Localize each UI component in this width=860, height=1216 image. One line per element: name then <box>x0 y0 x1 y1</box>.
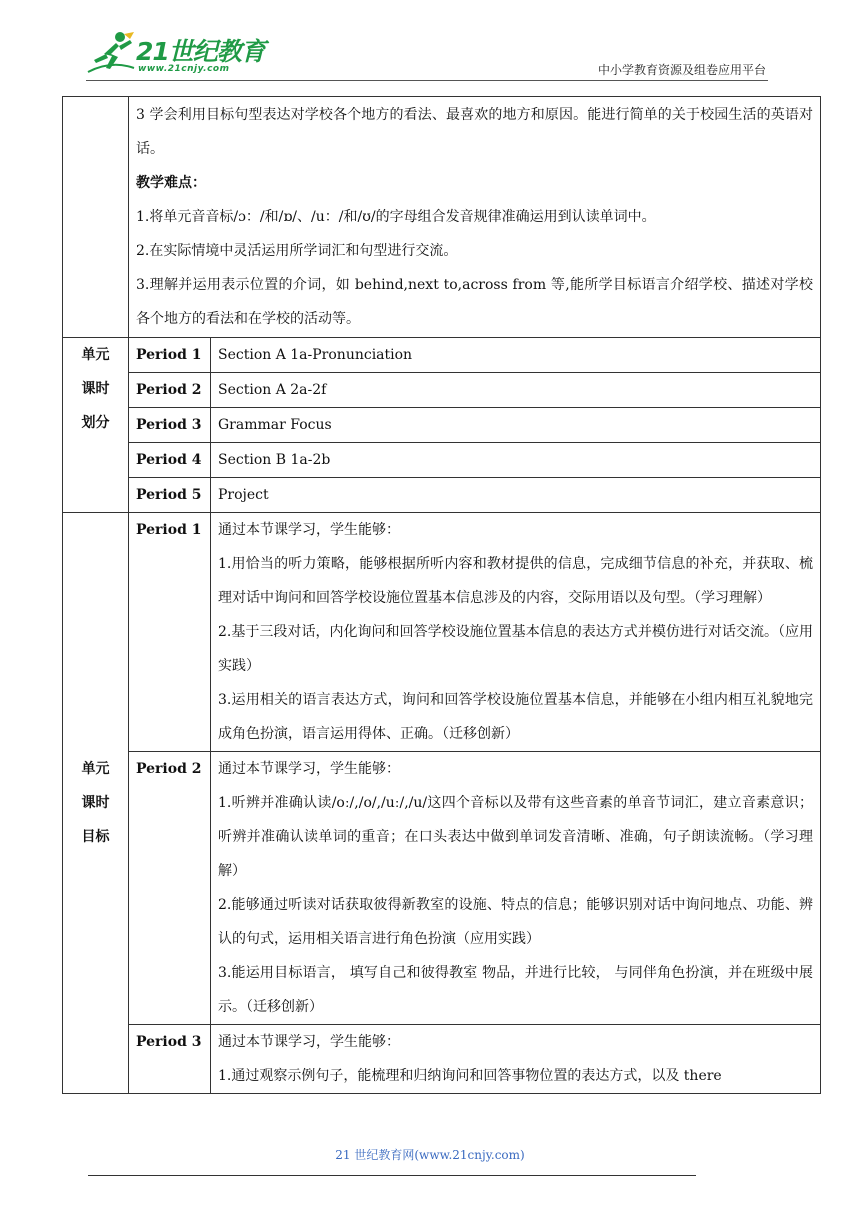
goal-line: 通过本节课学习，学生能够： <box>218 761 400 777</box>
goals-label: 单元 课时 目标 <box>63 513 129 1094</box>
footer-divider <box>88 1175 696 1176</box>
period-label: Period 4 <box>129 443 211 478</box>
period-content: Section B 1a-2b <box>211 443 821 478</box>
runner-logo-icon <box>86 30 136 76</box>
goal-line: 1.用恰当的听力策略，能够根据所听内容和教材提供的信息，完成细节信息的补充，并获取、梳理对话中询问和回答学校设施位置基本信息涉及的内容，交际用语以及句型。（学习理解） <box>218 556 814 606</box>
logo-wordmark: 21世纪教育 <box>136 37 265 66</box>
period-goals <box>211 752 821 1025</box>
period-content: Section A 1a-Pronunciation <box>211 338 821 373</box>
period-label: Period 3 <box>129 408 211 443</box>
period-label: Period 1 <box>129 513 211 752</box>
difficulty-item-3: 3.理解并运用表示位置的介词，如 behind,next to,across from 等,能所学目标语言介绍学校、描述对学校各个地方的看法和在学校的活动等。 <box>136 277 814 327</box>
goals-row <box>63 752 821 1025</box>
platform-name: 中小学教育资源及组卷应用平台 <box>597 63 766 77</box>
logo <box>86 30 266 80</box>
goal-line: 通过本节课学习，学生能够： <box>218 1034 400 1050</box>
goal-line: 2.基于三段对话，内化询问和回答学校设施位置基本信息的表达方式并模仿进行对话交流。（应用实践） <box>218 624 814 674</box>
goals-row <box>63 1025 821 1094</box>
period-goals <box>211 513 821 752</box>
division-row <box>63 338 821 373</box>
objective-item-3: 3 学会利用目标句型表达对学校各个地方的看法、最喜欢的地方和原因。能进行简单的关于校园生活的英语对话。 <box>136 107 814 157</box>
empty-label-cell <box>63 97 129 338</box>
goal-line: 1.通过观察示例句子，能梳理和归纳询问和回答事物位置的表达方式，以及 there <box>218 1068 722 1084</box>
goal-line: 1.听辨并准确认读/oː/,/o/,/uː/,/u/这四个音标以及带有这些音素的单音节词汇，建立音素意识；听辨并准确认读单词的重音；在口头表达中做到单词发音清晰、准确，句子朗读流畅。（学习理解） <box>218 795 814 879</box>
goals-row <box>63 513 821 752</box>
period-content: Grammar Focus <box>211 408 821 443</box>
difficulty-title: 教学难点： <box>136 175 206 191</box>
footer-text: 21 世纪教育网(www.21cnjy.com) <box>335 1148 525 1162</box>
objectives-continued-cell <box>129 97 821 338</box>
objectives-continued-row <box>63 97 821 338</box>
teaching-plan-table <box>62 96 821 1094</box>
period-label: Period 2 <box>129 752 211 1025</box>
page-header <box>0 0 860 90</box>
division-row <box>63 373 821 408</box>
period-goals <box>211 1025 821 1094</box>
period-label: Period 2 <box>129 373 211 408</box>
period-content: Section A 2a-2f <box>211 373 821 408</box>
division-row <box>63 478 821 513</box>
goal-line: 通过本节课学习，学生能够： <box>218 522 400 538</box>
period-content: Project <box>211 478 821 513</box>
period-label: Period 3 <box>129 1025 211 1094</box>
difficulty-item-2: 2.在实际情境中灵活运用所学词汇和句型进行交流。 <box>136 243 458 259</box>
logo-url: www.21cnjy.com <box>138 64 230 74</box>
difficulty-item-1: 1.将单元音音标/ɔ：/和/ɒ/、/u：/和/ʊ/的字母组合发音规律准确运用到认读单词中。 <box>136 209 656 225</box>
goal-line: 2.能够通过听读对话获取彼得新教室的设施、特点的信息；能够识别对话中询问地点、功能、辨认的句式，运用相关语言进行角色扮演（应用实践） <box>218 897 814 947</box>
division-row <box>63 443 821 478</box>
header-divider <box>86 80 768 81</box>
division-row <box>63 408 821 443</box>
division-label: 单元 课时 划分 <box>63 338 129 513</box>
goal-line: 3.能运用目标语言， 填写自己和彼得教室 物品，并进行比较， 与同伴角色扮演，并在班级中展示。（迁移创新） <box>218 965 814 1015</box>
period-label: Period 5 <box>129 478 211 513</box>
period-label: Period 1 <box>129 338 211 373</box>
goal-line: 3.运用相关的语言表达方式，询问和回答学校设施位置基本信息，并能够在小组内相互礼貌地完成角色扮演，语言运用得体、正确。（迁移创新） <box>218 692 814 742</box>
